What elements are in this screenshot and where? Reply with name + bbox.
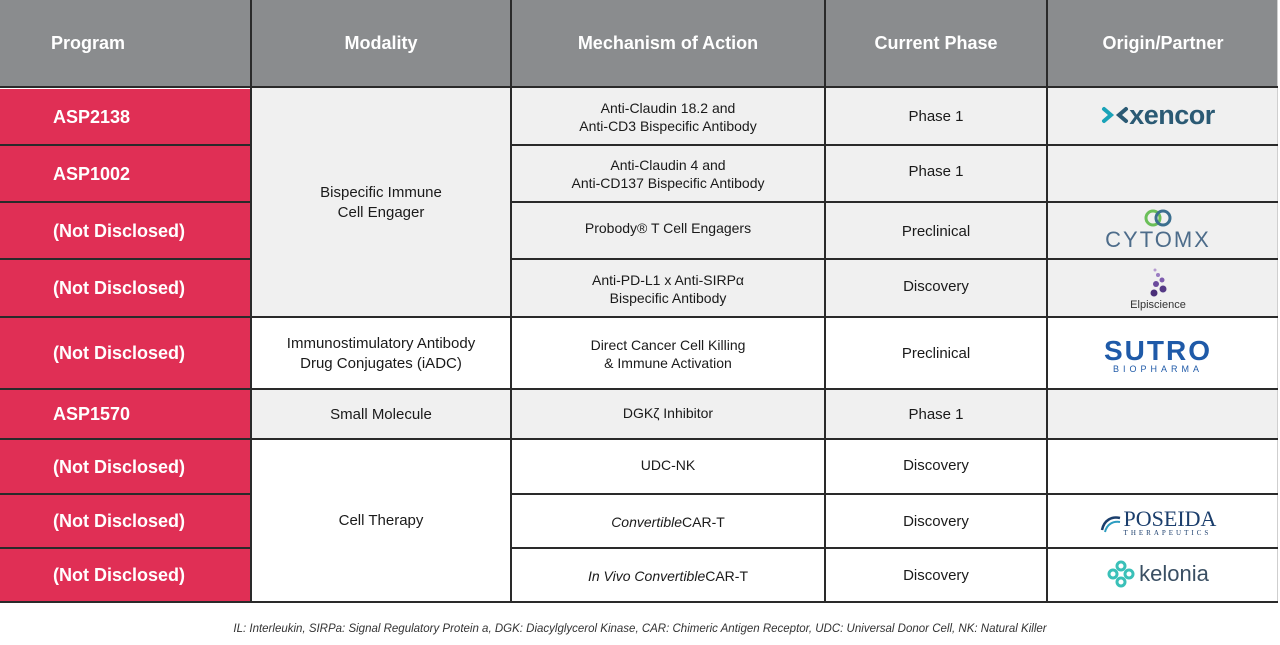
- modality-line: Drug Conjugates (iADC): [300, 354, 462, 372]
- grid-line: [1277, 0, 1278, 603]
- cytomx-logo: [1105, 208, 1211, 254]
- elpiscience-mark-icon: [1145, 267, 1171, 299]
- grid-line: [824, 0, 826, 603]
- grid-line: [510, 547, 1278, 549]
- program-cell: (Not Disclosed): [0, 203, 251, 259]
- poseida-wordmark: POSEIDA: [1123, 506, 1217, 531]
- mechanism-line: Anti-PD-L1 x Anti-SIRPα: [591, 271, 745, 288]
- mechanism-cell: DGKζ Inhibitor: [512, 390, 824, 439]
- kelonia-mark-icon: [1107, 560, 1135, 588]
- modality-bispecific: [252, 88, 510, 317]
- poseida-wave-icon: [1100, 512, 1122, 534]
- mechanism-line: Bispecific Antibody: [609, 289, 727, 306]
- program-cell: (Not Disclosed): [0, 318, 251, 389]
- mechanism-line: Anti-Claudin 4 and: [610, 157, 726, 173]
- elpiscience-wordmark: Elpiscience: [1130, 299, 1186, 311]
- phase-cell: Phase 1: [826, 390, 1046, 439]
- program-cell: ASP2138: [0, 89, 251, 145]
- cytomx-mark-icon: [1143, 209, 1173, 227]
- grid-line: [0, 258, 251, 260]
- phase-cell: Preclinical: [826, 318, 1046, 389]
- grid-line: [510, 201, 1278, 203]
- mechanism-normal: CAR-T: [705, 567, 749, 584]
- grid-line: [0, 86, 1278, 88]
- mechanism-normal: CAR-T: [682, 513, 725, 530]
- program-cell: (Not Disclosed): [0, 440, 251, 494]
- kelonia-logo: [1102, 559, 1214, 589]
- partner-cell: [1048, 390, 1278, 439]
- header-phase: Current Phase: [826, 0, 1046, 87]
- mechanism-cell: [512, 549, 824, 602]
- modality-cell-therapy: Cell Therapy: [252, 440, 510, 602]
- xencor-logo: [1098, 98, 1218, 132]
- mechanism-cell: [512, 495, 824, 548]
- program-cell: (Not Disclosed): [0, 260, 251, 317]
- mechanism-cell: [512, 318, 824, 389]
- mechanism-italic: Convertible: [611, 513, 683, 530]
- grid-line: [510, 493, 1278, 495]
- mechanism-line: Anti-CD3 Bispecific Antibody: [579, 117, 757, 134]
- sutro-wordmark: SUTRO: [1104, 335, 1212, 366]
- elpiscience-logo: [1118, 264, 1198, 314]
- grid-line: [0, 388, 1278, 390]
- header-modality: Modality: [252, 0, 510, 87]
- header-program: Program: [0, 0, 251, 87]
- mechanism-cell: [512, 146, 824, 202]
- modality-small-molecule: Small Molecule: [252, 390, 510, 439]
- modality-line: Cell Engager: [337, 203, 425, 221]
- xencor-mark-icon: [1101, 101, 1129, 129]
- grid-line: [0, 438, 1278, 440]
- grid-line: [0, 316, 1278, 318]
- phase-cell: Discovery: [826, 260, 1046, 317]
- mechanism-line: & Immune Activation: [604, 354, 732, 371]
- phase-cell: Preclinical: [826, 203, 1046, 259]
- sutro-subtitle: BIOPHARMA: [1112, 364, 1203, 374]
- grid-line: [1046, 0, 1048, 603]
- footnote: IL: Interleukin, SIRPa: Signal Regulatory Protein a, DGK: Diacylglycerol Kinase, CAR: Chimeric Antigen Receptor, UDC: Universal Donor Cell, NK: Natural Killer: [233, 623, 1047, 635]
- grid-line: [250, 0, 252, 603]
- program-cell: (Not Disclosed): [0, 495, 251, 548]
- phase-cell: Phase 1: [826, 146, 1046, 202]
- poseida-subtitle: THERAPEUTICS: [1123, 529, 1212, 537]
- modality-line: Immunostimulatory Antibody: [286, 334, 476, 352]
- modality-iadc: [252, 318, 510, 389]
- mechanism-cell: Probody® T Cell Engagers: [512, 203, 824, 259]
- xencor-wordmark: xencor: [1129, 99, 1215, 130]
- header-mechanism: Mechanism of Action: [512, 0, 824, 87]
- mechanism-line: Direct Cancer Cell Killing: [590, 336, 746, 353]
- mechanism-line: Anti-CD137 Bispecific Antibody: [571, 175, 765, 191]
- header-partner: Origin/Partner: [1048, 0, 1278, 87]
- program-cell: ASP1002: [0, 146, 251, 202]
- grid-line: [510, 144, 1278, 146]
- kelonia-wordmark: kelonia: [1139, 561, 1209, 586]
- mechanism-cell: [512, 260, 824, 317]
- phase-cell: Discovery: [826, 549, 1046, 602]
- grid-line: [0, 201, 251, 203]
- modality-line: Bispecific Immune: [320, 183, 442, 201]
- phase-cell: Phase 1: [826, 88, 1046, 145]
- sutro-logo: [1098, 335, 1218, 374]
- mechanism-line: Anti-Claudin 18.2 and: [600, 99, 736, 116]
- partner-cell: [1048, 440, 1278, 494]
- program-cell: ASP1570: [0, 390, 251, 439]
- grid-line: [0, 547, 251, 549]
- grid-line: [0, 144, 251, 146]
- phase-cell: Discovery: [826, 440, 1046, 494]
- mechanism-cell: UDC-NK: [512, 440, 824, 494]
- phase-cell: Discovery: [826, 495, 1046, 548]
- grid-line: [0, 601, 1278, 603]
- cytomx-wordmark: CYTOMX: [1105, 227, 1211, 252]
- poseida-logo: [1098, 508, 1218, 538]
- mechanism-cell: [512, 88, 824, 145]
- mechanism-italic: In Vivo Convertible: [587, 567, 706, 584]
- partner-cell: [1048, 146, 1278, 202]
- program-cell: (Not Disclosed): [0, 549, 251, 602]
- grid-line: [510, 258, 1278, 260]
- grid-line: [510, 0, 512, 603]
- grid-line: [0, 493, 251, 495]
